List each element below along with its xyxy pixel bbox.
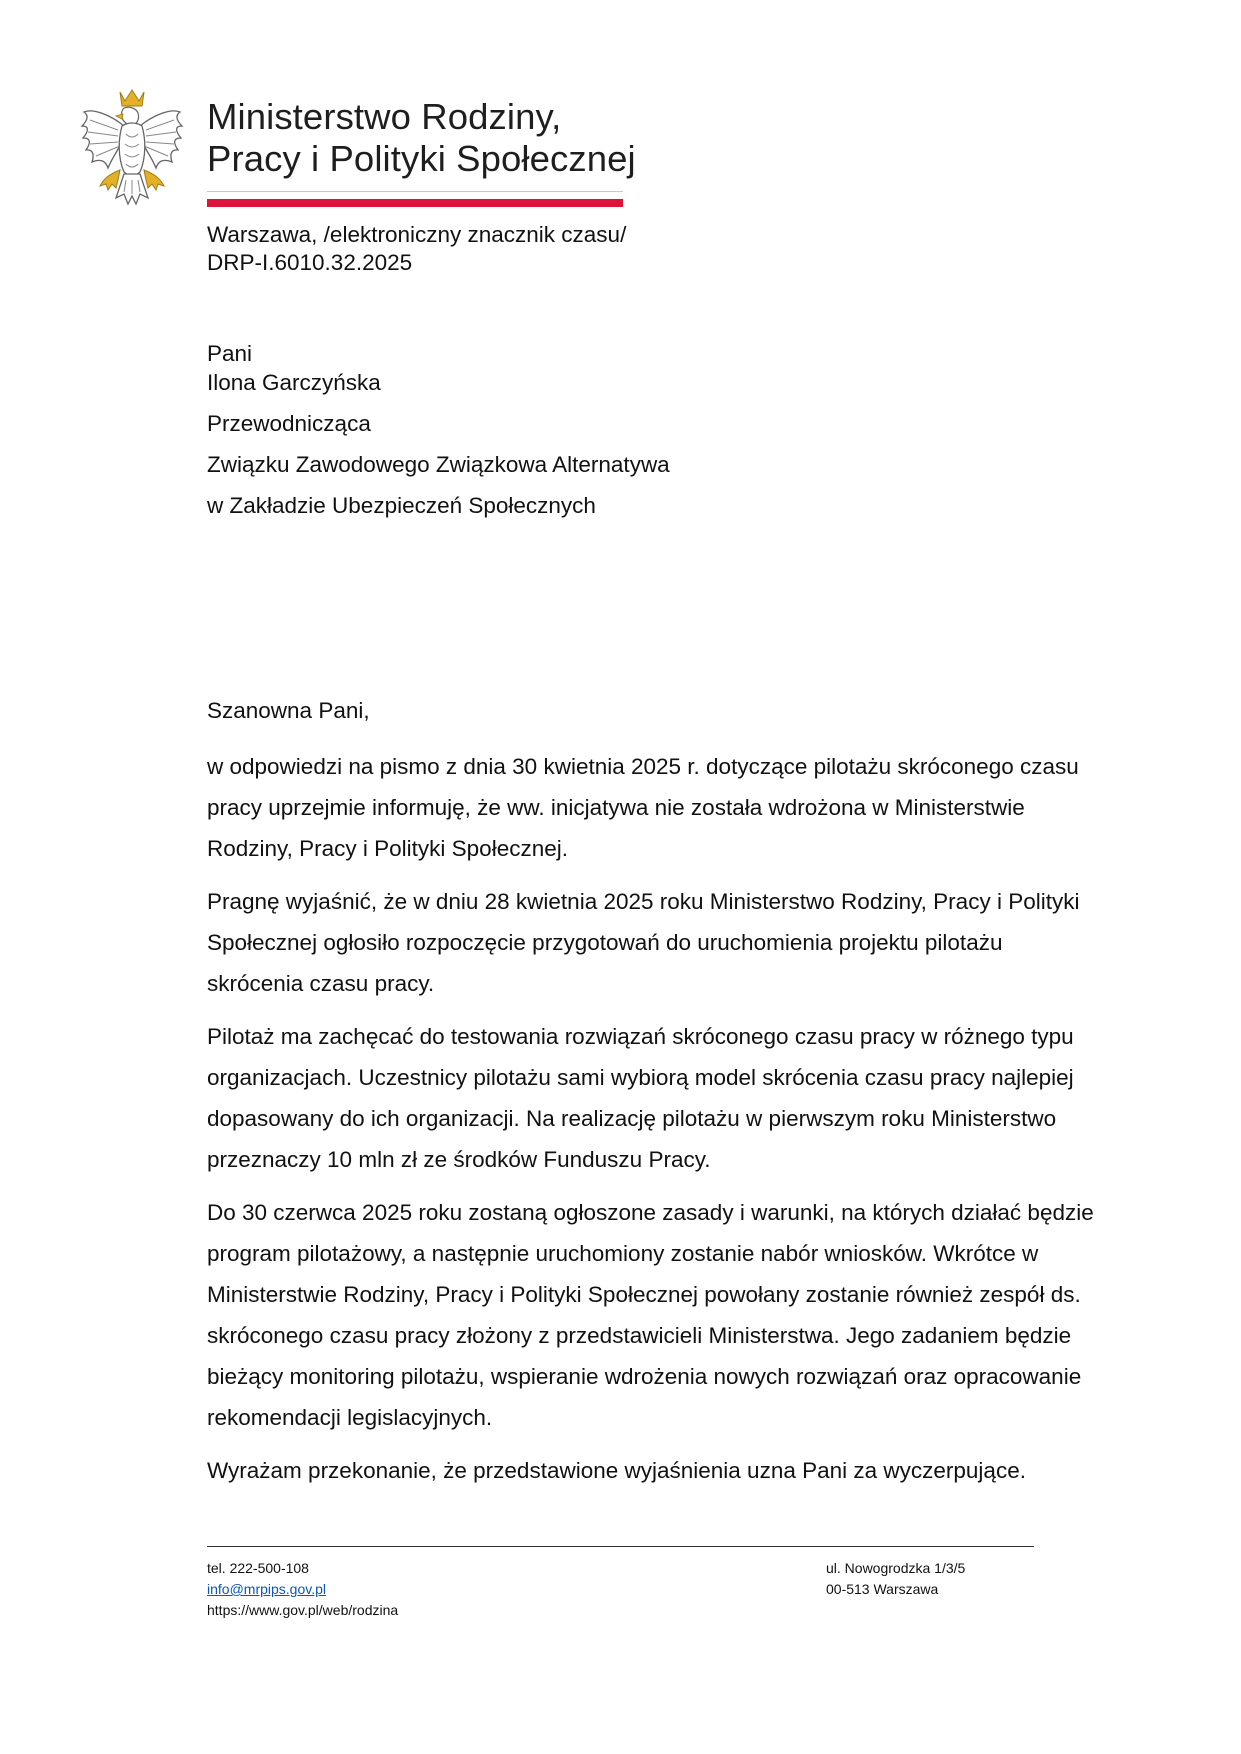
letter-paragraph-3 [207, 1016, 1074, 1180]
letter-paragraph-4 [207, 1192, 1094, 1438]
footer-address [826, 1558, 965, 1600]
paragraph-line: przeznaczy 10 mln zł ze środków Funduszu Pracy. [207, 1147, 711, 1172]
paragraph-line: Do 30 czerwca 2025 roku zostaną ogłoszone zasady i warunki, na których działać będzie [207, 1200, 1094, 1225]
footer-email-link[interactable]: info@mrpips.gov.pl [207, 1581, 326, 1597]
ministry-name-line-1: Ministerstwo Rodziny, [207, 96, 562, 137]
place-date: Warszawa, /elektroniczny znacznik czasu/ [207, 222, 627, 247]
paragraph-line: Pragnę wyjaśnić, że w dniu 28 kwietnia 2025 roku Ministerstwo Rodziny, Pracy i Polityki [207, 889, 1080, 914]
ministry-name-line-2: Pracy i Polityki Społecznej [207, 138, 636, 179]
flag-white-stripe [207, 191, 623, 192]
footer-contact [207, 1558, 398, 1621]
recipient-org-line-1: Związku Zawodowego Związkowa Alternatywa [207, 452, 670, 477]
recipient-name: Ilona Garczyńska [207, 370, 381, 395]
paragraph-line: skrócenia czasu pracy. [207, 971, 435, 996]
footer-street: ul. Nowogrodzka 1/3/5 [826, 1560, 966, 1576]
paragraph-line: rekomendacji legislacyjnych. [207, 1405, 493, 1430]
flag-red-stripe [207, 199, 623, 207]
recipient-org-line-2: w Zakładzie Ubezpieczeń Społecznych [207, 493, 596, 518]
paragraph-line: w odpowiedzi na pismo z dnia 30 kwietnia 2025 r. dotyczące pilotażu skróconego czasu [207, 754, 1079, 779]
footer-city: 00-513 Warszawa [826, 1581, 939, 1597]
letter-paragraph-1 [207, 746, 1079, 869]
paragraph-line: organizacjach. Uczestnicy pilotażu sami wybiorą model skrócenia czasu pracy najlepiej [207, 1065, 1074, 1090]
paragraph-line: Pilotaż ma zachęcać do testowania rozwiązań skróconego czasu pracy w różnego typu [207, 1024, 1074, 1049]
paragraph-line: bieżący monitoring pilotażu, wspieranie wdrożenia nowych rozwiązań oraz opracowanie [207, 1364, 1082, 1389]
letter-greeting: Szanowna Pani, [207, 698, 370, 723]
letter-paragraph-2 [207, 881, 1079, 1004]
reference-number: DRP-I.6010.32.2025 [207, 250, 413, 275]
paragraph-line: dopasowany do ich organizacji. Na realizację pilotażu w pierwszym roku Ministerstwo [207, 1106, 1057, 1131]
recipient-salutation: Pani [207, 341, 253, 366]
footer-phone: tel. 222-500-108 [207, 1560, 309, 1576]
letter-paragraph-5 [207, 1450, 1026, 1491]
paragraph-line: Społecznej ogłosiło rozpoczęcie przygotowań do uruchomienia projektu pilotażu [207, 930, 1003, 955]
paragraph-line: Rodziny, Pracy i Polityki Społecznej. [207, 836, 568, 861]
paragraph-line: program pilotażowy, a następnie uruchomiony zostanie nabór wniosków. Wkrótce w [207, 1241, 1039, 1266]
footer-website: https://www.gov.pl/web/rodzina [207, 1602, 399, 1618]
recipient-title: Przewodnicząca [207, 411, 371, 436]
footer-divider [207, 1546, 1034, 1547]
ministry-name [207, 96, 636, 180]
paragraph-line: pracy uprzejmie informuję, że ww. inicjatywa nie została wdrożona w Ministerstwie [207, 795, 1025, 820]
paragraph-line: Wyrażam przekonanie, że przedstawione wyjaśnienia uzna Pani za wyczerpujące. [207, 1458, 1026, 1483]
polish-eagle-emblem-icon [80, 86, 184, 210]
paragraph-line: skróconego czasu pracy złożony z przedstawicieli Ministerstwa. Jego zadaniem będzie [207, 1323, 1072, 1348]
paragraph-line: Ministerstwie Rodziny, Pracy i Polityki Społecznej powołany zostanie również zespół ds. [207, 1282, 1081, 1307]
